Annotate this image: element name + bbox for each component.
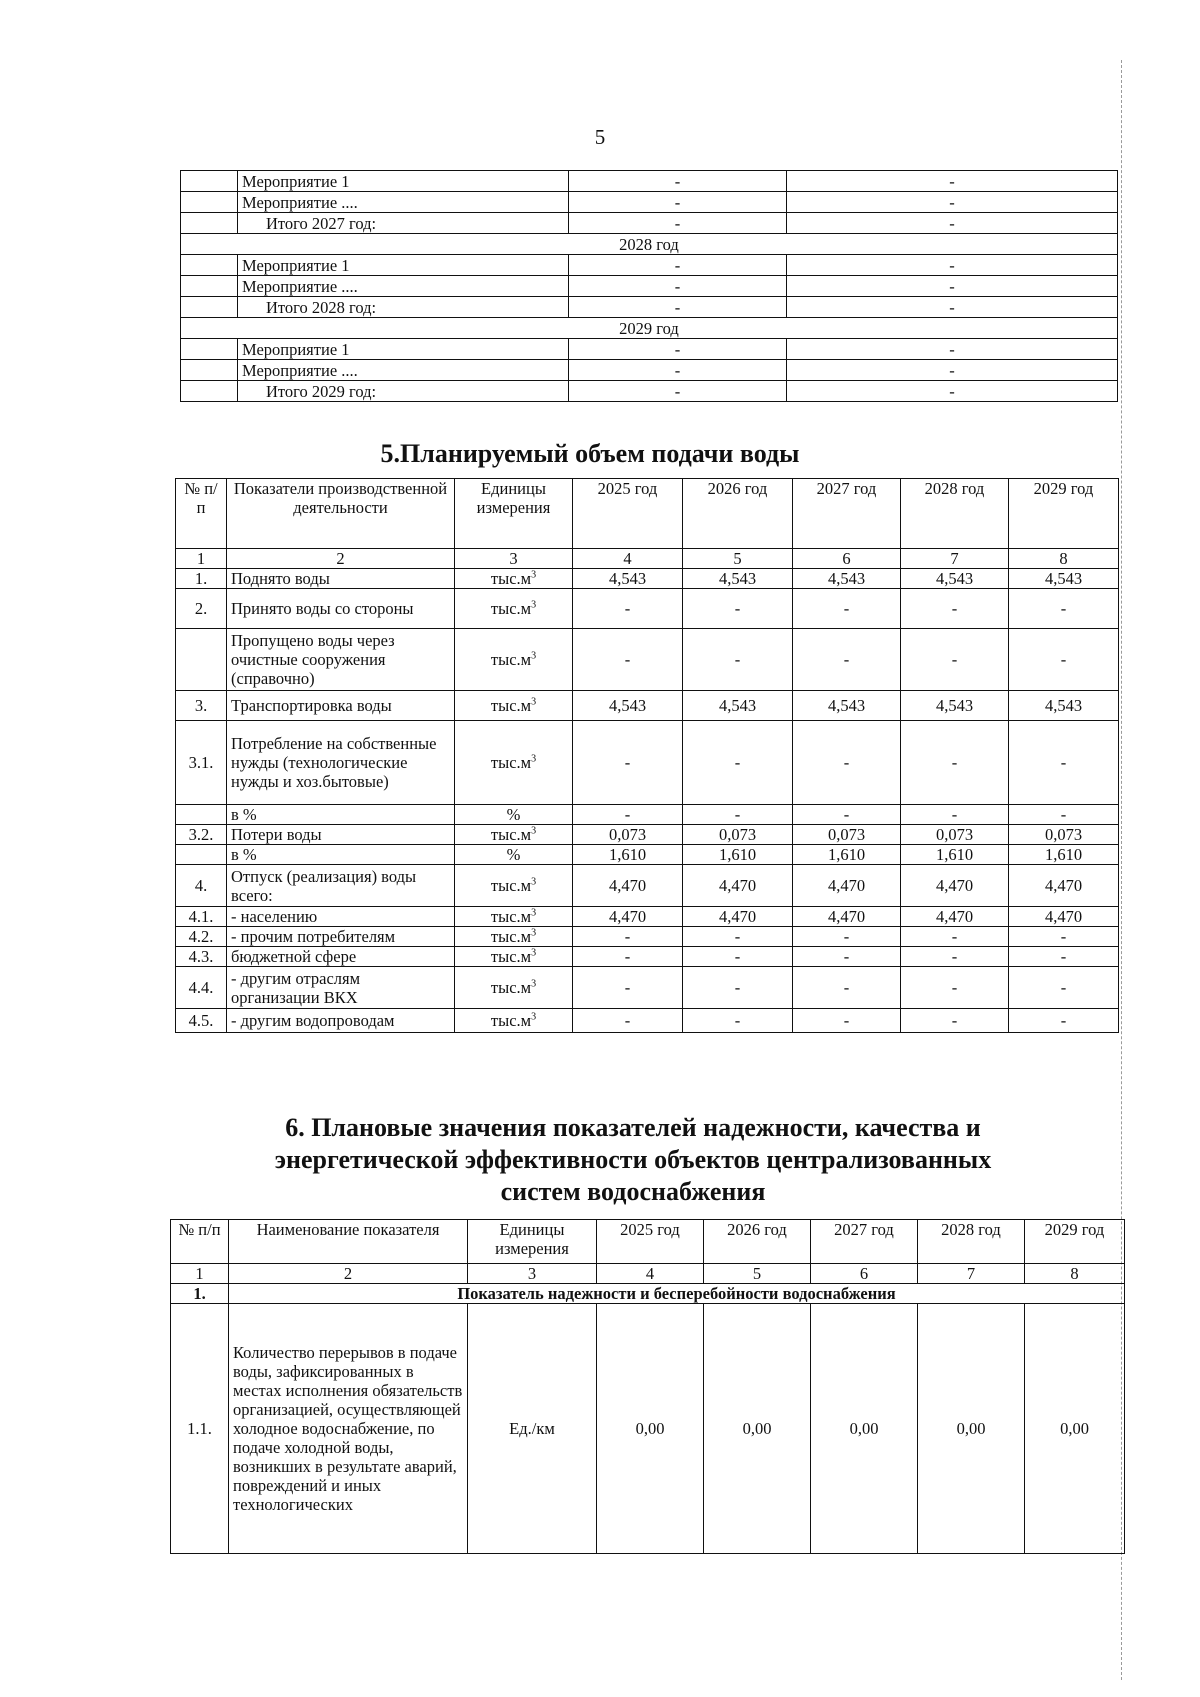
column-number-row xyxy=(176,549,1119,569)
table-row xyxy=(181,255,1118,276)
value-cell: - xyxy=(787,213,1118,234)
header-cell: 2026 год xyxy=(704,1220,811,1264)
unit-cell xyxy=(455,589,573,629)
row-number: 3.2. xyxy=(176,825,227,845)
unit-exponent: 3 xyxy=(531,927,537,939)
column-number: 6 xyxy=(811,1264,918,1284)
header-cell: № п/п xyxy=(176,479,227,549)
total-label: Итого 2029 год: xyxy=(238,381,569,402)
reliability-table xyxy=(170,1219,1125,1554)
year-value: 0,00 xyxy=(597,1304,704,1554)
year-value: 4,470 xyxy=(1009,865,1119,907)
unit-exponent: 3 xyxy=(531,947,537,959)
unit-text: тыс.м xyxy=(490,825,532,844)
unit-exponent: 3 xyxy=(531,569,537,581)
year-value: 4,470 xyxy=(901,907,1009,927)
year-value: 4,543 xyxy=(901,569,1009,589)
year-value: 4,470 xyxy=(1009,907,1119,927)
column-number: 5 xyxy=(683,549,793,569)
indicator-name: Потери воды xyxy=(227,825,455,845)
year-value: 4,470 xyxy=(793,907,901,927)
header-cell: № п/п xyxy=(171,1220,229,1264)
unit-text: тыс.м xyxy=(490,650,532,669)
column-number: 4 xyxy=(597,1264,704,1284)
value-cell: - xyxy=(569,213,787,234)
unit-exponent: 3 xyxy=(531,1011,537,1023)
year-value: - xyxy=(683,589,793,629)
row-number: 4.1. xyxy=(176,907,227,927)
year-value: - xyxy=(683,721,793,805)
year-value: 0,073 xyxy=(573,825,683,845)
year-label: 2029 год xyxy=(181,318,1118,339)
year-value: 4,470 xyxy=(573,907,683,927)
unit-exponent: 3 xyxy=(531,650,537,662)
year-value: - xyxy=(1009,947,1119,967)
table-row xyxy=(181,360,1118,381)
value-cell: - xyxy=(569,171,787,192)
header-cell: 2029 год xyxy=(1009,479,1119,549)
unit-text: тыс.м xyxy=(490,753,532,772)
unit-cell xyxy=(455,825,573,845)
year-value: 0,00 xyxy=(811,1304,918,1554)
indicator-name: в % xyxy=(227,805,455,825)
column-number: 8 xyxy=(1025,1264,1125,1284)
table-row xyxy=(176,865,1119,907)
year-value: - xyxy=(573,1009,683,1033)
table-row xyxy=(176,589,1119,629)
year-value: - xyxy=(683,947,793,967)
header-cell: 2027 год xyxy=(793,479,901,549)
year-value: - xyxy=(683,1009,793,1033)
unit-cell xyxy=(455,569,573,589)
row-number-cell xyxy=(181,171,238,192)
row-number-cell xyxy=(181,213,238,234)
year-value: 0,00 xyxy=(704,1304,811,1554)
value-cell: - xyxy=(569,360,787,381)
indicator-name: - другим отраслям организации ВКХ xyxy=(227,967,455,1009)
year-value: - xyxy=(901,589,1009,629)
indicator-name: Пропущено воды через очистные сооружения (справочно) xyxy=(227,629,455,691)
unit-cell xyxy=(455,927,573,947)
year-value: 1,610 xyxy=(573,845,683,865)
indicator-name: Транспортировка воды xyxy=(227,691,455,721)
column-number: 5 xyxy=(704,1264,811,1284)
unit-text: тыс.м xyxy=(490,907,532,926)
unit-text: тыс.м xyxy=(490,696,532,715)
row-number: 1.1. xyxy=(171,1304,229,1554)
unit-cell xyxy=(455,1009,573,1033)
unit-text: тыс.м xyxy=(490,978,532,997)
event-name: Мероприятие 1 xyxy=(238,171,569,192)
value-cell: - xyxy=(787,192,1118,213)
row-number: 3.1. xyxy=(176,721,227,805)
value-cell: - xyxy=(787,255,1118,276)
year-header-row xyxy=(181,234,1118,255)
row-number: 4.3. xyxy=(176,947,227,967)
year-value: 4,543 xyxy=(573,569,683,589)
value-cell: - xyxy=(787,339,1118,360)
column-number: 7 xyxy=(901,549,1009,569)
value-cell: - xyxy=(787,360,1118,381)
header-cell: Показатели производственной деятельности xyxy=(227,479,455,549)
column-number: 6 xyxy=(793,549,901,569)
year-value: - xyxy=(683,805,793,825)
year-value: 1,610 xyxy=(901,845,1009,865)
column-number: 3 xyxy=(468,1264,597,1284)
year-value: 4,470 xyxy=(683,865,793,907)
unit-cell xyxy=(455,947,573,967)
indicator-name: - прочим потребителям xyxy=(227,927,455,947)
row-number: 2. xyxy=(176,589,227,629)
total-label: Итого 2028 год: xyxy=(238,297,569,318)
year-value: - xyxy=(683,629,793,691)
unit-cell: % xyxy=(455,805,573,825)
unit-cell xyxy=(455,721,573,805)
unit-exponent: 3 xyxy=(531,907,537,919)
unit-cell xyxy=(455,691,573,721)
year-value: - xyxy=(793,805,901,825)
row-number: 1. xyxy=(176,569,227,589)
indicator-name: Принято воды со стороны xyxy=(227,589,455,629)
year-value: - xyxy=(1009,967,1119,1009)
header-cell: 2026 год xyxy=(683,479,793,549)
row-number xyxy=(176,805,227,825)
year-value: 4,470 xyxy=(793,865,901,907)
year-label: 2028 год xyxy=(181,234,1118,255)
year-value: - xyxy=(573,721,683,805)
year-value: - xyxy=(793,947,901,967)
unit-exponent: 3 xyxy=(531,753,537,765)
year-value: 4,470 xyxy=(901,865,1009,907)
year-value: - xyxy=(573,927,683,947)
header-cell: 2027 год xyxy=(811,1220,918,1264)
table-row xyxy=(176,907,1119,927)
year-value: - xyxy=(793,721,901,805)
row-number-cell xyxy=(181,339,238,360)
year-value: 1,610 xyxy=(683,845,793,865)
table-header-row xyxy=(171,1220,1125,1264)
group-name: Показатель надежности и бесперебойности водоснабжения xyxy=(229,1284,1125,1304)
table-row xyxy=(176,569,1119,589)
year-value: 4,543 xyxy=(793,569,901,589)
section6-title: 6. Плановые значения показателей надежности, качества и энергетической эффективности объектов централизованных систем водоснабжения xyxy=(274,1113,992,1206)
unit-cell: Ед./км xyxy=(468,1304,597,1554)
row-number: 4.5. xyxy=(176,1009,227,1033)
header-cell: 2028 год xyxy=(918,1220,1025,1264)
table-row xyxy=(176,721,1119,805)
column-number: 3 xyxy=(455,549,573,569)
row-number-cell xyxy=(181,381,238,402)
header-cell: 2025 год xyxy=(597,1220,704,1264)
year-value: - xyxy=(901,629,1009,691)
unit-exponent: 3 xyxy=(531,825,537,837)
section5-title: 5.Планируемый объем подачи воды xyxy=(380,439,800,468)
table-row xyxy=(176,805,1119,825)
year-value: - xyxy=(573,805,683,825)
table-row xyxy=(181,171,1118,192)
unit-cell xyxy=(455,967,573,1009)
year-value: - xyxy=(573,967,683,1009)
table-row xyxy=(171,1304,1125,1554)
unit-text: тыс.м xyxy=(490,947,532,966)
year-value: - xyxy=(793,629,901,691)
unit-text: тыс.м xyxy=(490,569,532,588)
unit-exponent: 3 xyxy=(531,876,537,888)
table-row xyxy=(181,297,1118,318)
column-number: 2 xyxy=(227,549,455,569)
year-value: - xyxy=(573,629,683,691)
water-supply-table xyxy=(175,478,1119,1033)
event-name: Мероприятие .... xyxy=(238,360,569,381)
event-name: Мероприятие .... xyxy=(238,192,569,213)
value-cell: - xyxy=(569,381,787,402)
unit-exponent: 3 xyxy=(531,978,537,990)
table-row xyxy=(181,192,1118,213)
year-value: 1,610 xyxy=(793,845,901,865)
header-cell: 2028 год xyxy=(901,479,1009,549)
table-row xyxy=(181,276,1118,297)
indicator-name: в % xyxy=(227,845,455,865)
year-value: 4,543 xyxy=(793,691,901,721)
indicator-name: - другим водопроводам xyxy=(227,1009,455,1033)
year-value: 0,073 xyxy=(1009,825,1119,845)
year-value: - xyxy=(683,927,793,947)
indicator-name: - населению xyxy=(227,907,455,927)
year-value: 4,470 xyxy=(683,907,793,927)
group-header-row xyxy=(171,1284,1125,1304)
year-value: 4,543 xyxy=(683,569,793,589)
year-value: - xyxy=(793,1009,901,1033)
table-row xyxy=(176,927,1119,947)
event-name: Мероприятие 1 xyxy=(238,255,569,276)
table-row xyxy=(176,947,1119,967)
row-number-cell xyxy=(181,255,238,276)
year-value: 1,610 xyxy=(1009,845,1119,865)
table-row xyxy=(181,339,1118,360)
column-number: 2 xyxy=(229,1264,468,1284)
row-number-cell xyxy=(181,297,238,318)
row-number-cell xyxy=(181,276,238,297)
table-row xyxy=(181,213,1118,234)
row-number: 3. xyxy=(176,691,227,721)
value-cell: - xyxy=(569,255,787,276)
year-value: 4,470 xyxy=(573,865,683,907)
total-label: Итого 2027 год: xyxy=(238,213,569,234)
value-cell: - xyxy=(569,297,787,318)
year-value: - xyxy=(901,805,1009,825)
year-value: 4,543 xyxy=(683,691,793,721)
unit-cell xyxy=(455,629,573,691)
row-number-cell xyxy=(181,360,238,381)
year-value: - xyxy=(793,927,901,947)
unit-text: тыс.м xyxy=(490,1011,532,1030)
value-cell: - xyxy=(787,276,1118,297)
unit-text: тыс.м xyxy=(490,599,532,618)
value-cell: - xyxy=(569,192,787,213)
year-value: 0,073 xyxy=(793,825,901,845)
column-number: 1 xyxy=(171,1264,229,1284)
year-value: - xyxy=(1009,629,1119,691)
indicator-name: Количество перерывов в подаче воды, зафиксированных в местах исполнения обязательств организацией, осуществляющей холодное водоснабжение, по подаче холодной воды, возникших в результате аварий, повреждений и иных технологических xyxy=(229,1304,468,1554)
year-value: - xyxy=(573,589,683,629)
year-value: - xyxy=(793,967,901,1009)
header-cell: Единицы измерения xyxy=(455,479,573,549)
column-number: 7 xyxy=(918,1264,1025,1284)
column-number: 4 xyxy=(573,549,683,569)
unit-cell xyxy=(455,865,573,907)
unit-cell: % xyxy=(455,845,573,865)
value-cell: - xyxy=(787,171,1118,192)
header-cell: Единицы измерения xyxy=(468,1220,597,1264)
event-name: Мероприятие 1 xyxy=(238,339,569,360)
value-cell: - xyxy=(787,297,1118,318)
row-number xyxy=(176,845,227,865)
table-header-row xyxy=(176,479,1119,549)
row-number-cell xyxy=(181,192,238,213)
year-value: 4,543 xyxy=(1009,569,1119,589)
row-number xyxy=(176,629,227,691)
header-cell: 2029 год xyxy=(1025,1220,1125,1264)
table-row xyxy=(181,381,1118,402)
table-row xyxy=(176,845,1119,865)
year-value: - xyxy=(1009,721,1119,805)
year-value: - xyxy=(901,927,1009,947)
unit-text: тыс.м xyxy=(490,876,532,895)
year-value: - xyxy=(901,967,1009,1009)
year-value: - xyxy=(1009,1009,1119,1033)
indicator-name: Потребление на собственные нужды (технологические нужды и хоз.бытовые) xyxy=(227,721,455,805)
year-value: 0,073 xyxy=(901,825,1009,845)
table-row xyxy=(176,691,1119,721)
year-value: - xyxy=(573,947,683,967)
column-number: 8 xyxy=(1009,549,1119,569)
table-row xyxy=(176,825,1119,845)
unit-text: тыс.м xyxy=(490,927,532,946)
header-cell: Наименование показателя xyxy=(229,1220,468,1264)
unit-exponent: 3 xyxy=(531,696,537,708)
event-name: Мероприятие .... xyxy=(238,276,569,297)
year-value: 4,543 xyxy=(901,691,1009,721)
year-value: - xyxy=(793,589,901,629)
row-number: 4.2. xyxy=(176,927,227,947)
row-number: 4. xyxy=(176,865,227,907)
events-table xyxy=(180,170,1118,402)
year-value: - xyxy=(901,947,1009,967)
year-value: 0,00 xyxy=(918,1304,1025,1554)
column-number-row xyxy=(171,1264,1125,1284)
year-value: - xyxy=(683,967,793,1009)
indicator-name: Отпуск (реализация) воды всего: xyxy=(227,865,455,907)
value-cell: - xyxy=(569,339,787,360)
indicator-name: Поднято воды xyxy=(227,569,455,589)
year-value: - xyxy=(901,1009,1009,1033)
header-cell: 2025 год xyxy=(573,479,683,549)
row-number: 4.4. xyxy=(176,967,227,1009)
value-cell: - xyxy=(787,381,1118,402)
year-value: - xyxy=(1009,805,1119,825)
year-value: 0,00 xyxy=(1025,1304,1125,1554)
year-value: - xyxy=(1009,589,1119,629)
page-number: 5 xyxy=(594,125,606,149)
indicator-name: бюджетной сфере xyxy=(227,947,455,967)
table-row xyxy=(176,1009,1119,1033)
column-number: 1 xyxy=(176,549,227,569)
year-header-row xyxy=(181,318,1118,339)
table-row xyxy=(176,629,1119,691)
group-number: 1. xyxy=(171,1284,229,1304)
year-value: 0,073 xyxy=(683,825,793,845)
year-value: 4,543 xyxy=(573,691,683,721)
value-cell: - xyxy=(569,276,787,297)
unit-exponent: 3 xyxy=(531,599,537,611)
year-value: - xyxy=(901,721,1009,805)
year-value: 4,543 xyxy=(1009,691,1119,721)
year-value: - xyxy=(1009,927,1119,947)
table-row xyxy=(176,967,1119,1009)
unit-cell xyxy=(455,907,573,927)
